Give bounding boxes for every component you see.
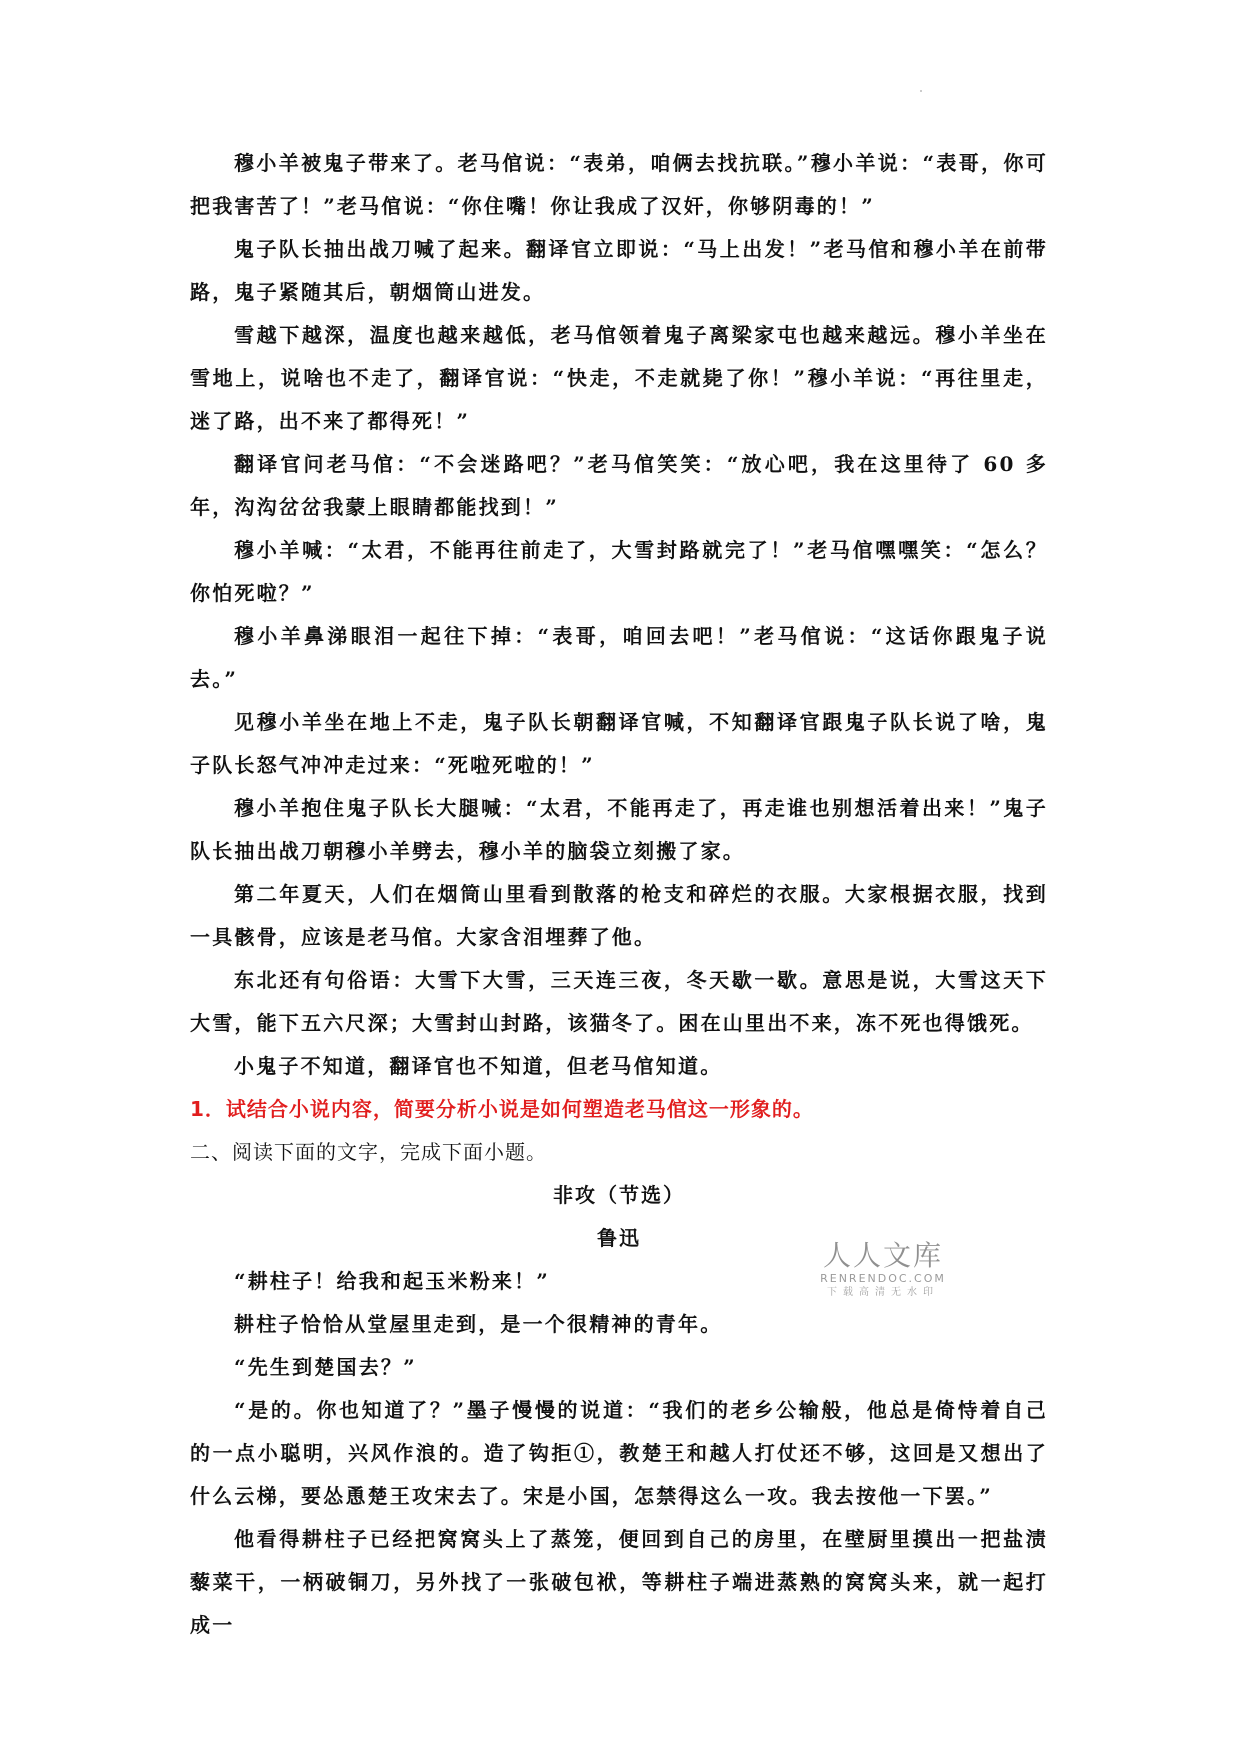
story-paragraph: 穆小羊被鬼子带来了。老马倌说：“表弟，咱俩去找抗联。”穆小羊说：“表哥，你可把我害苦了！”老马倌说：“你住嘴！你让我成了汉奸，你够阴毒的！” (190, 151, 1048, 218)
story-paragraph: 穆小羊鼻涕眼泪一起往下掉：“表哥，咱回去吧！”老马倌说：“这话你跟鬼子说去。” (190, 624, 1048, 691)
story-paragraph: 小鬼子不知道，翻译官也不知道，但老马倌知道。 (234, 1054, 723, 1078)
passage-paragraph: “先生到楚国去？” (234, 1355, 417, 1379)
story-paragraph: 穆小羊抱住鬼子队长大腿喊：“太君，不能再走了，再走谁也别想活着出来！”鬼子队长抽出战刀朝穆小羊劈去，穆小羊的脑袋立刻搬了家。 (190, 796, 1048, 863)
watermark-logo (808, 1240, 958, 1300)
story-paragraph: 鬼子队长抽出战刀喊了起来。翻译官立即说：“马上出发！”老马倌和穆小羊在前带路，鬼子紧随其后，朝烟筒山进发。 (190, 237, 1048, 304)
story-paragraph: 穆小羊喊：“太君，不能再往前走了，大雪封路就完了！”老马倌嘿嘿笑：“怎么？你怕死啦？” (190, 538, 1048, 605)
story-paragraph: 东北还有句俗语：大雪下大雪，三天连三夜，冬天歇一歇。意思是说，大雪这天下大雪，能下五六尺深；大雪封山封路，该猫冬了。困在山里出不来，冻不死也得饿死。 (190, 968, 1048, 1035)
passage-paragraph: 耕柱子恰恰从堂屋里走到，是一个很精神的青年。 (234, 1312, 723, 1336)
story-paragraph: 雪越下越深，温度也越来越低，老马倌领着鬼子离梁家屯也越来越远。穆小羊坐在雪地上，说啥也不走了，翻译官说：“快走，不走就毙了你！”穆小羊说：“再往里走，迷了路，出不来了都得死！” (190, 323, 1048, 433)
passage-author: 鲁迅 (597, 1226, 641, 1250)
passage-title: 非攻（节选） (553, 1183, 685, 1207)
watermark-main: 人人文库 (822, 1239, 943, 1272)
document-page (190, 142, 1048, 1647)
story-paragraph: 第二年夏天，人们在烟筒山里看到散落的枪支和碎烂的衣服。大家根据衣服，找到一具骸骨，应该是老马倌。大家含泪埋葬了他。 (190, 882, 1048, 949)
passage-paragraph: “耕柱子！给我和起玉米粉来！” (234, 1269, 551, 1293)
passage-paragraph: 他看得耕柱子已经把窝窝头上了蒸笼，便回到自己的房里，在壁厨里摸出一把盐渍藜菜干，一柄破铜刀，另外找了一张破包袱，等耕柱子端进蒸熟的窝窝头来，就一起打成一 (190, 1527, 1048, 1637)
question-1: 1．试结合小说内容，简要分析小说是如何塑造老马倌这一形象的。 (190, 1097, 814, 1121)
watermark-tagline: 下载高清无水印 (827, 1287, 939, 1298)
scan-speck (920, 90, 922, 92)
story-paragraph: 见穆小羊坐在地上不走，鬼子队长朝翻译官喊，不知翻译官跟鬼子队长说了啥，鬼子队长怒气冲冲走过来：“死啦死啦的！” (190, 710, 1048, 777)
watermark-url: RENRENDOC.COM (820, 1272, 946, 1285)
passage-paragraph: “是的。你也知道了？”墨子慢慢的说道：“我们的老乡公输般，他总是倚恃着自己的一点小聪明，兴风作浪的。造了钩拒①，教楚王和越人打仗还不够，这回是又想出了什么云梯，要怂恿楚王攻宋去了。宋是小国，怎禁得这么一攻。我去按他一下罢。” (190, 1398, 1048, 1508)
section-heading: 二、阅读下面的文字，完成下面小题。 (190, 1140, 547, 1164)
story-paragraph: 翻译官问老马倌：“不会迷路吧？”老马倌笑笑：“放心吧，我在这里待了 60 多年，沟沟岔岔我蒙上眼睛都能找到！” (190, 452, 1048, 519)
